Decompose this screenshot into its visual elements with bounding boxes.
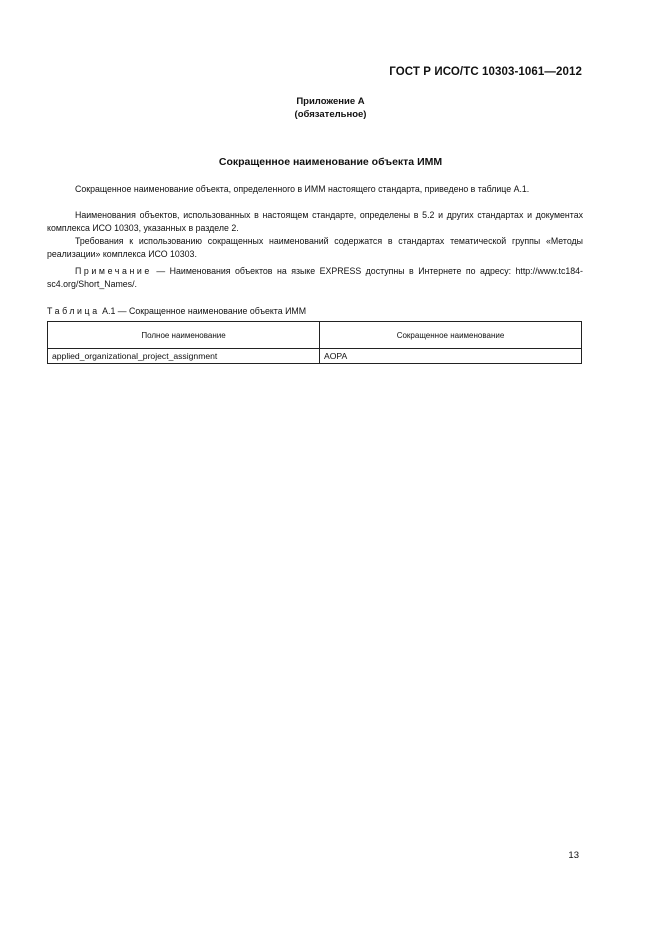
paragraph-2: Наименования объектов, использованных в настоящем стандарте, определены в 5.2 и других стандартах и документах комплекса ИСО 10303, указанных в разделе 2. — [47, 210, 583, 233]
annex-status: (обязательное) — [294, 109, 367, 120]
table-caption-label: Таблица — [47, 306, 100, 316]
table-caption — [47, 306, 306, 316]
short-names-table — [47, 321, 582, 364]
standard-code-header: ГОСТ Р ИСО/ТС 10303-1061—2012 — [389, 66, 582, 78]
cell-full-name: applied_organizational_project_assignment — [48, 349, 320, 364]
column-header-short-name: Сокращенное наименование — [320, 322, 582, 349]
section-title: Сокращенное наименование объекта ИММ — [218, 156, 443, 168]
note-paragraph — [47, 265, 583, 291]
paragraph-3: Требования к использованию сокращенных наименований содержатся в стандартах тематической группы «Методы реализации» комплекса ИСО 10303. — [47, 236, 583, 259]
annex-title: Приложение А — [296, 96, 365, 107]
table-caption-text: А.1 — Сокращенное наименование объекта ИММ — [99, 306, 307, 316]
note-label: Примечание — [75, 266, 152, 276]
table-row — [48, 349, 582, 364]
cell-short-name: AOPA — [320, 349, 582, 364]
table-header-row — [48, 322, 582, 349]
note-text: — Наименования объектов на языке EXPRESS доступны в Интернете по адресу: http://www.tc184-sc4.org/Short_Names/. — [47, 266, 583, 289]
page-number: 13 — [568, 850, 579, 861]
column-header-full-name: Полное наименование — [48, 322, 320, 349]
paragraph-1: Сокращенное наименование объекта, определенного в ИММ настоящего стандарта, приведено в таблице А.1. — [75, 184, 530, 194]
